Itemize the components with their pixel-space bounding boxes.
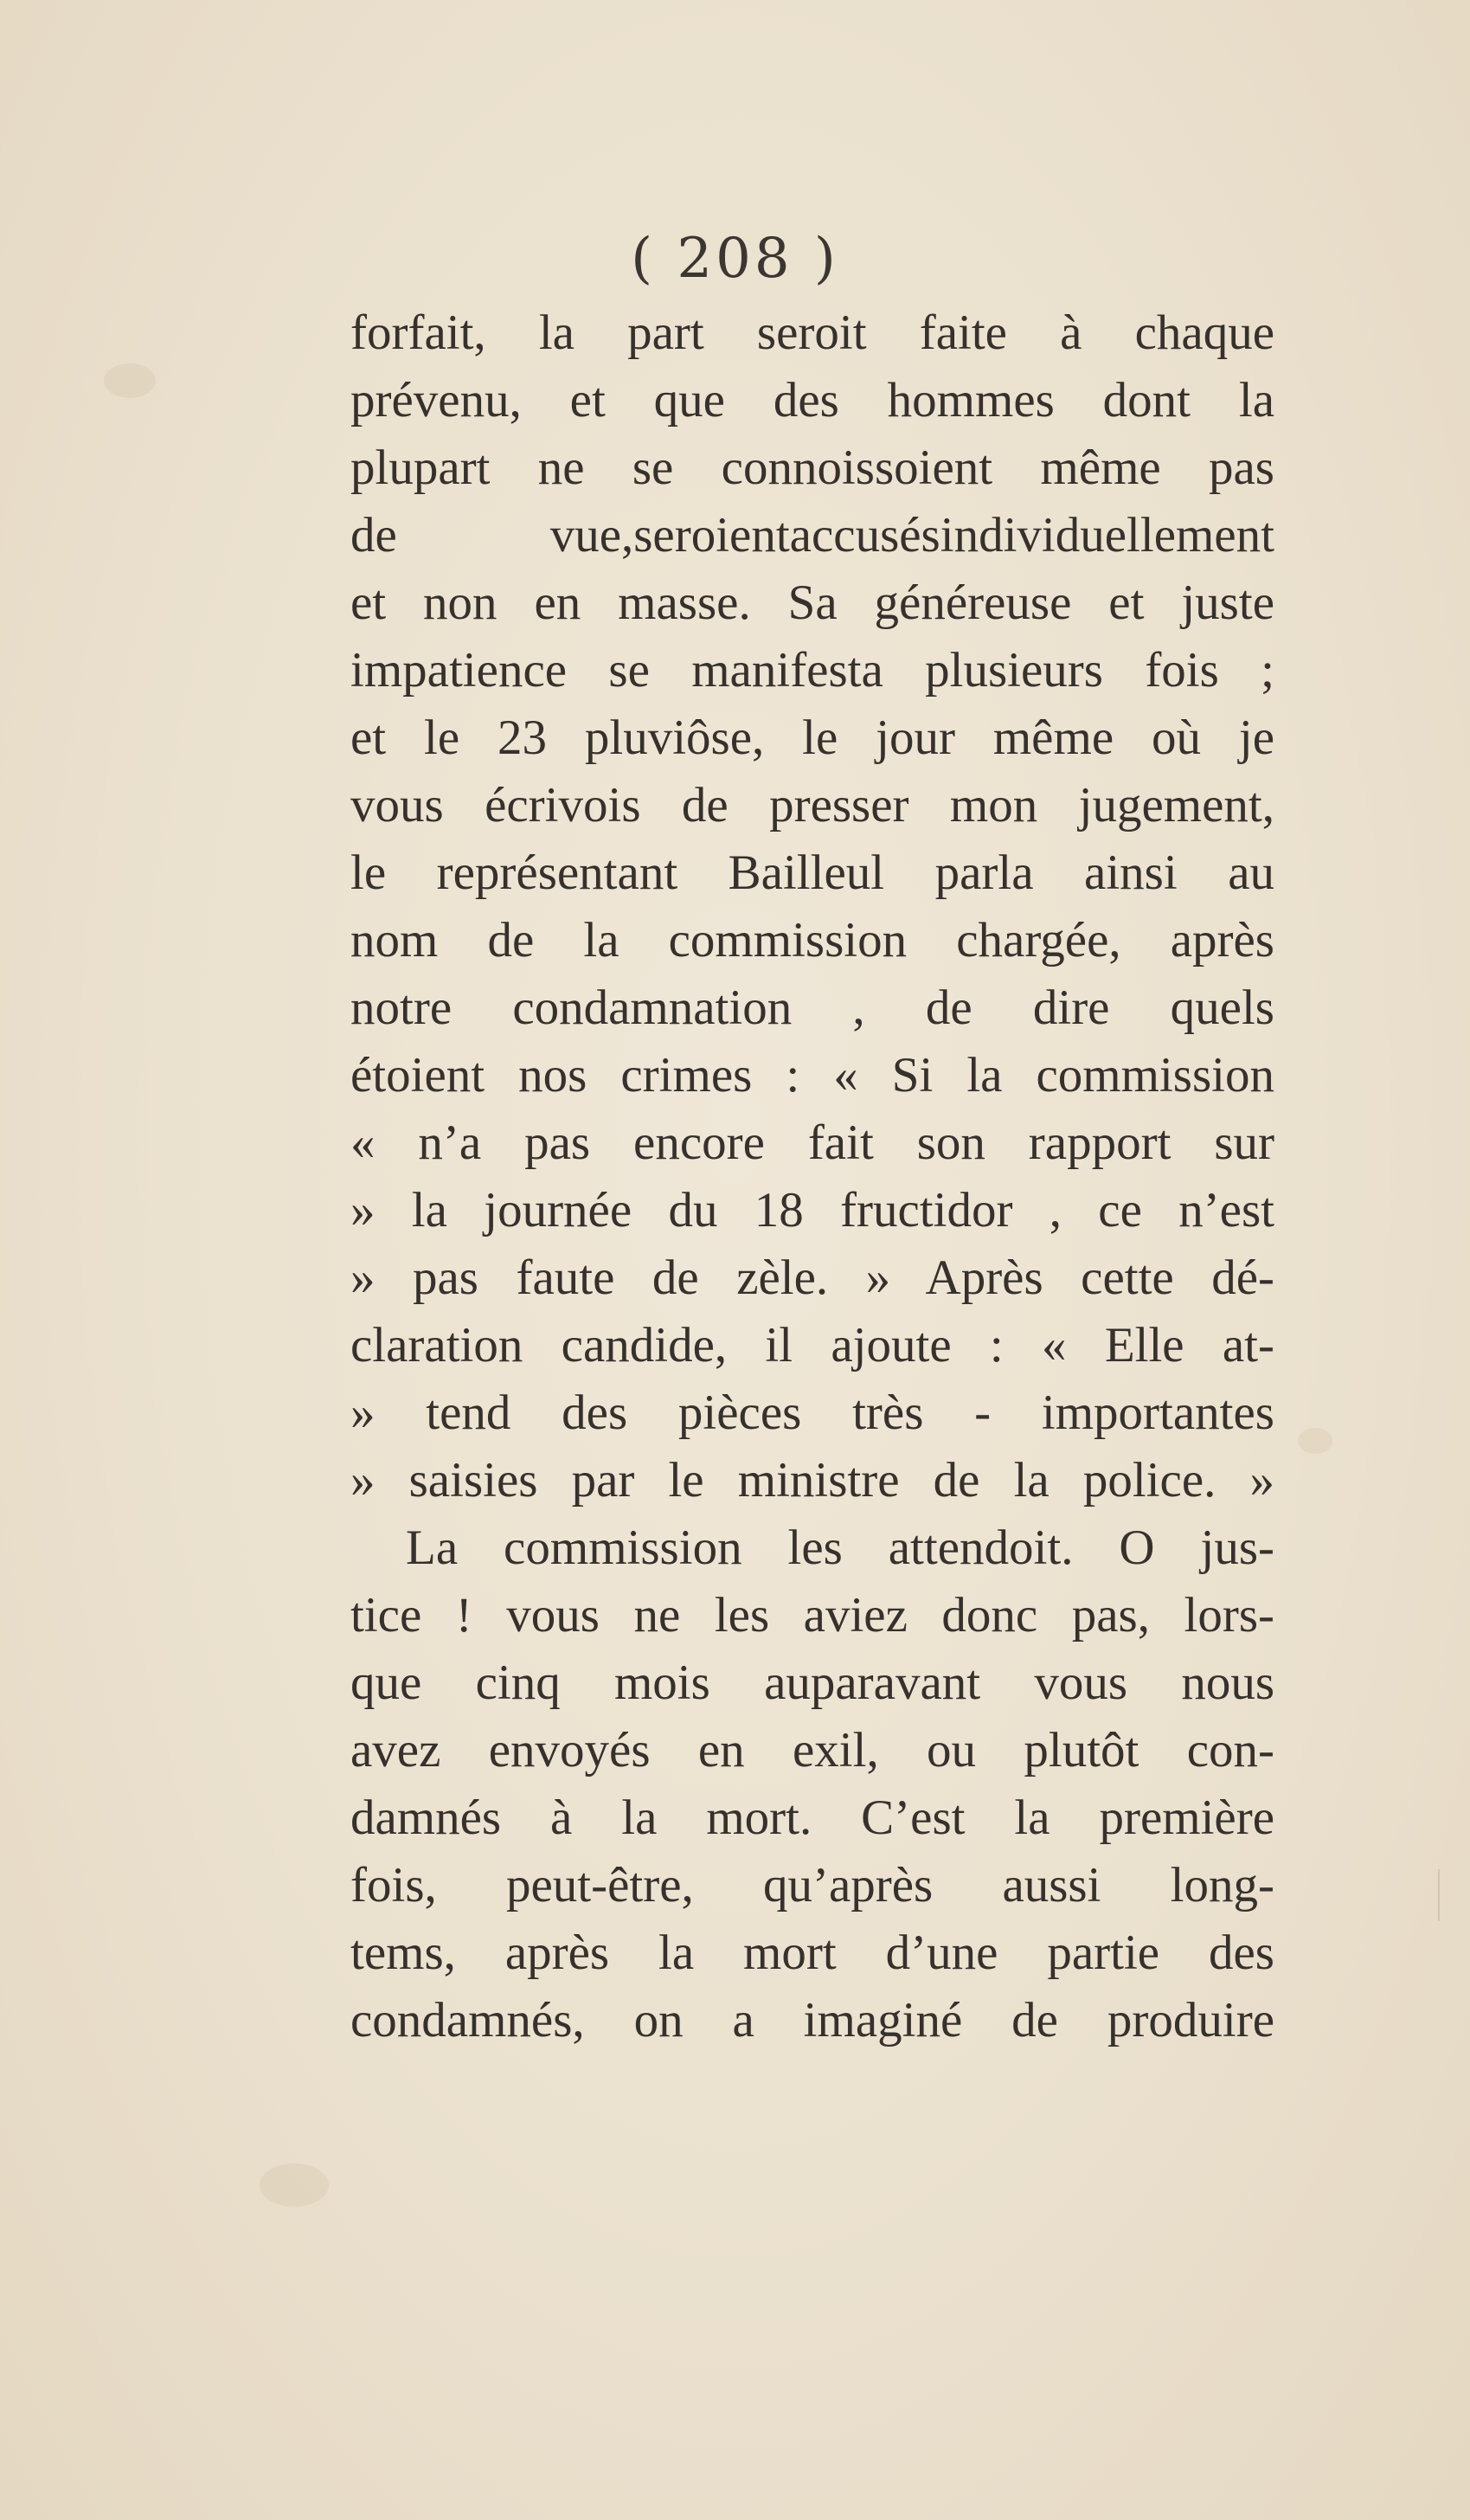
paper-stain (1298, 1428, 1332, 1454)
text-line: » saisies par le ministre de la police. » (350, 1453, 1274, 1508)
text-line: de vue,seroientaccusésindividuellement (350, 508, 1274, 562)
text-line: vous écrivois de presser mon jugement, (350, 778, 1274, 832)
text-line: que cinq mois auparavant vous nous (350, 1655, 1274, 1710)
text-line: et non en masse. Sa généreuse et juste (350, 575, 1274, 630)
text-line: condamnés, on a imaginé de produire (350, 1993, 1274, 2048)
text-line: avez envoyés en exil, ou plutôt con- (350, 1723, 1274, 1778)
text-line: impatience se manifesta plusieurs fois ; (350, 643, 1274, 698)
body-text (350, 299, 1274, 2054)
page-number: ( 208 ) (631, 227, 839, 291)
text-line: » tend des pièces très - importantes (350, 1385, 1274, 1440)
paper-stain (104, 363, 156, 398)
text-line: damnés à la mort. C’est la première (350, 1790, 1274, 1845)
text-line: La commission les attendoit. O jus- (406, 1520, 1274, 1575)
paper-stain (260, 2163, 329, 2207)
text-line: étoient nos crimes : « Si la commission (350, 1048, 1274, 1102)
text-line: » la journée du 18 fructidor , ce n’est (350, 1183, 1274, 1238)
text-line: claration candide, il ajoute : « Elle at- (350, 1318, 1274, 1372)
text-line: et le 23 pluviôse, le jour même où je (350, 710, 1274, 765)
text-line: forfait, la part seroit faite à chaque (350, 305, 1274, 360)
text-line: tice ! vous ne les aviez donc pas, lors- (350, 1588, 1274, 1642)
text-line: nom de la commission chargée, après (350, 913, 1274, 968)
text-line: notre condamnation , de dire quels (350, 980, 1274, 1035)
text-line: fois, peut-être, qu’après aussi long- (350, 1858, 1274, 1912)
text-line: tems, après la mort d’une partie des (350, 1925, 1274, 1980)
text-line: le représentant Bailleul parla ainsi au (350, 845, 1274, 900)
text-line: » pas faute de zèle. » Après cette dé- (350, 1250, 1274, 1305)
paper-mark (1438, 1869, 1440, 1921)
text-line: « n’a pas encore fait son rapport sur (350, 1115, 1274, 1170)
text-line: plupart ne se connoissoient même pas (350, 440, 1274, 495)
text-line: prévenu, et que des hommes dont la (350, 373, 1274, 428)
